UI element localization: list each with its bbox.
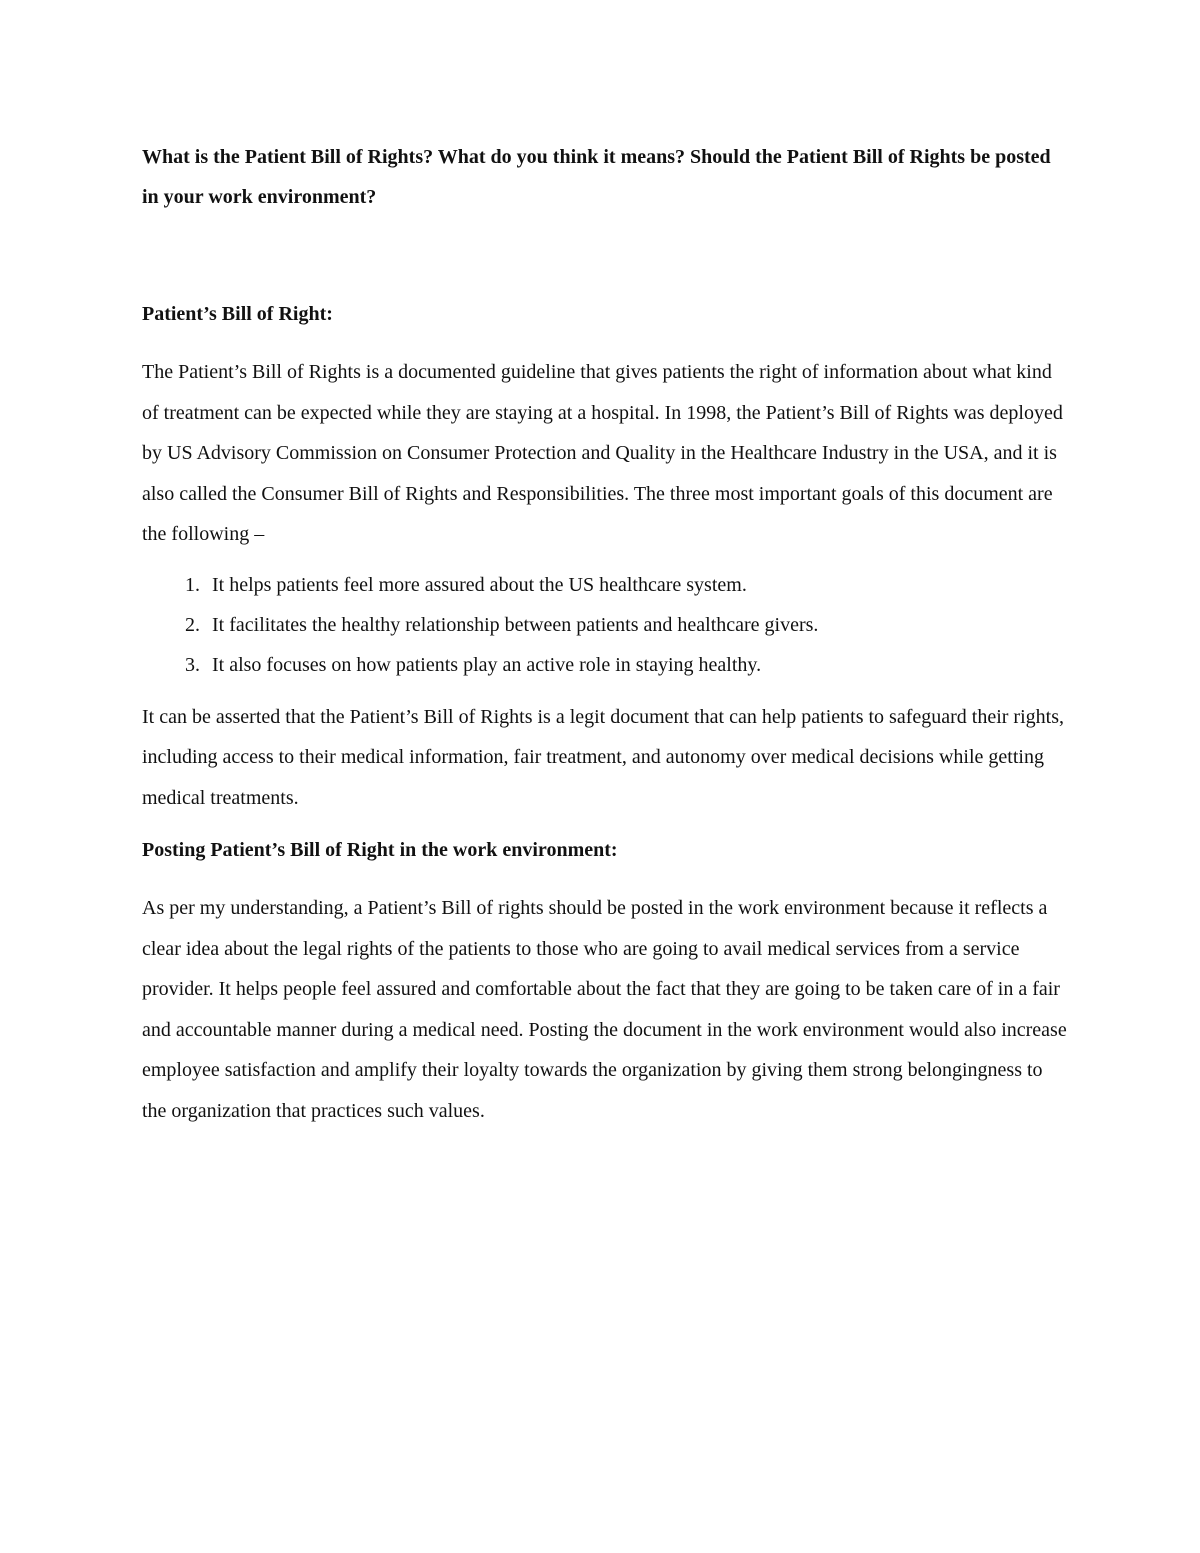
list-item bbox=[142, 565, 1067, 605]
list-item-number: 1. bbox=[185, 573, 200, 596]
conclusion-paragraph: It can be asserted that the Patient’s Bill of Rights is a legit document that can help patients to safeguard their rights, including access to their medical information, fair treatment, and autonomy over medical decisions while getting medical treatments. bbox=[142, 705, 1064, 809]
list-item-text: It helps patients feel more assured about the US healthcare system. bbox=[212, 573, 747, 596]
intro-paragraph: The Patient’s Bill of Rights is a documented guideline that gives patients the right of information about what kind of treatment can be expected while they are staying at a hospital. In 1998, the Patient’s Bill of Rights was deployed by US Advisory Commission on Consumer Protection and Quality in the Healthcare Industry in the USA, and it is also called the Consumer Bill of Rights and Responsibilities. The three most important goals of this document are the following – bbox=[142, 361, 1063, 545]
list-item-text: It also focuses on how patients play an active role in staying healthy. bbox=[212, 653, 762, 676]
question-heading: What is the Patient Bill of Rights? What do you think it means? Should the Patient Bill of Rights be posted in your work environment? bbox=[142, 146, 1051, 208]
posting-paragraph: As per my understanding, a Patient’s Bill of rights should be posted in the work environment because it reflects a clear idea about the legal rights of the patients to those who are going to avail medical services from a service provider. It helps people feel assured and comfortable about the fact that they are going to be taken care of in a fair and accountable manner during a medical need. Posting the document in the work environment would also increase employee satisfaction and amplify their loyalty towards the organization by giving them strong belongingness to the organization that practices such values. bbox=[142, 897, 1067, 1122]
section-heading-posting: Posting Patient’s Bill of Right in the work environment: bbox=[142, 839, 618, 861]
list-item-text: It facilitates the healthy relationship between patients and healthcare givers. bbox=[212, 613, 819, 636]
document-content bbox=[142, 137, 1067, 1131]
goals-list bbox=[142, 565, 1067, 685]
list-item bbox=[142, 645, 1067, 685]
list-item-number: 2. bbox=[185, 613, 200, 636]
list-item-number: 3. bbox=[185, 653, 200, 676]
section-heading-patients-bill: Patient’s Bill of Right: bbox=[142, 303, 333, 325]
list-item bbox=[142, 605, 1067, 645]
